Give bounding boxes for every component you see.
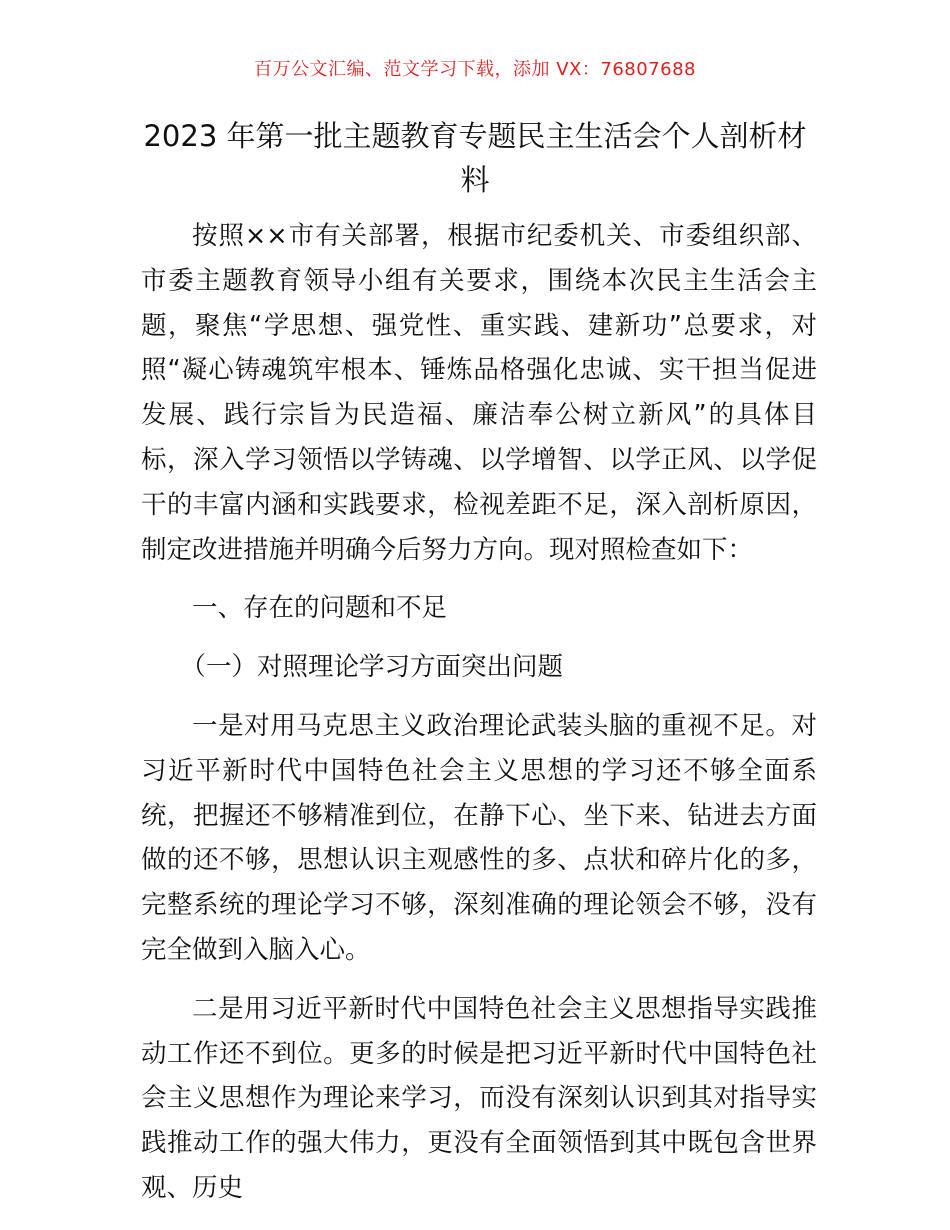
watermark-banner: 百万公文汇编、范文学习下载，添加 VX：76807688 bbox=[254, 59, 696, 80]
document-title: 2023 年第一批主题教育专题民主生活会个人剖析材料 bbox=[143, 119, 807, 197]
section-heading: 一、存在的问题和不足 bbox=[192, 593, 448, 624]
intro-paragraph: 按照××市有关部署，根据市纪委机关、市委组织部、市委主题教育领导小组有关要求，围绕本次民主生活会主题，聚焦“学思想、强党性、重实践、建新功”总要求，对照“凝心铸魂筑牢根本、锤炼品格强化忠诚、实干担当促进发展、践行宗旨为民造福、廉洁奉公树立新风”的具体目标，深入学习领悟以学铸魂、以学增智、以学正风、以学促干的丰富内涵和实践要求，检视差距不足，深入剖析原因，制定改进措施并明确今后努力方向。现对照检查如下： bbox=[141, 221, 817, 565]
subsection-heading: （一）对照理论学习方面突出问题 bbox=[180, 652, 564, 683]
point-one-paragraph: 一是对用马克思主义政治理论武装头脑的重视不足。对习近平新时代中国特色社会主义思想的学习还不够全面系统，把握还不够精准到位，在静下心、坐下来、钻进去方面做的还不够，思想认识主观感性的多、点状和碎片化的多，完整系统的理论学习不够，深刻准确的理论领会不够，没有完全做到入脑入心。 bbox=[141, 710, 817, 965]
document-body bbox=[141, 214, 817, 1225]
point-two-paragraph: 二是用习近平新时代中国特色社会主义思想指导实践推动工作还不到位。更多的时候是把习近平新时代中国特色社会主义思想作为理论来学习，而没有深刻认识到其对指导实践推动工作的强大伟力，更没有全面领悟到其中既包含世界观、历史 bbox=[141, 993, 817, 1203]
